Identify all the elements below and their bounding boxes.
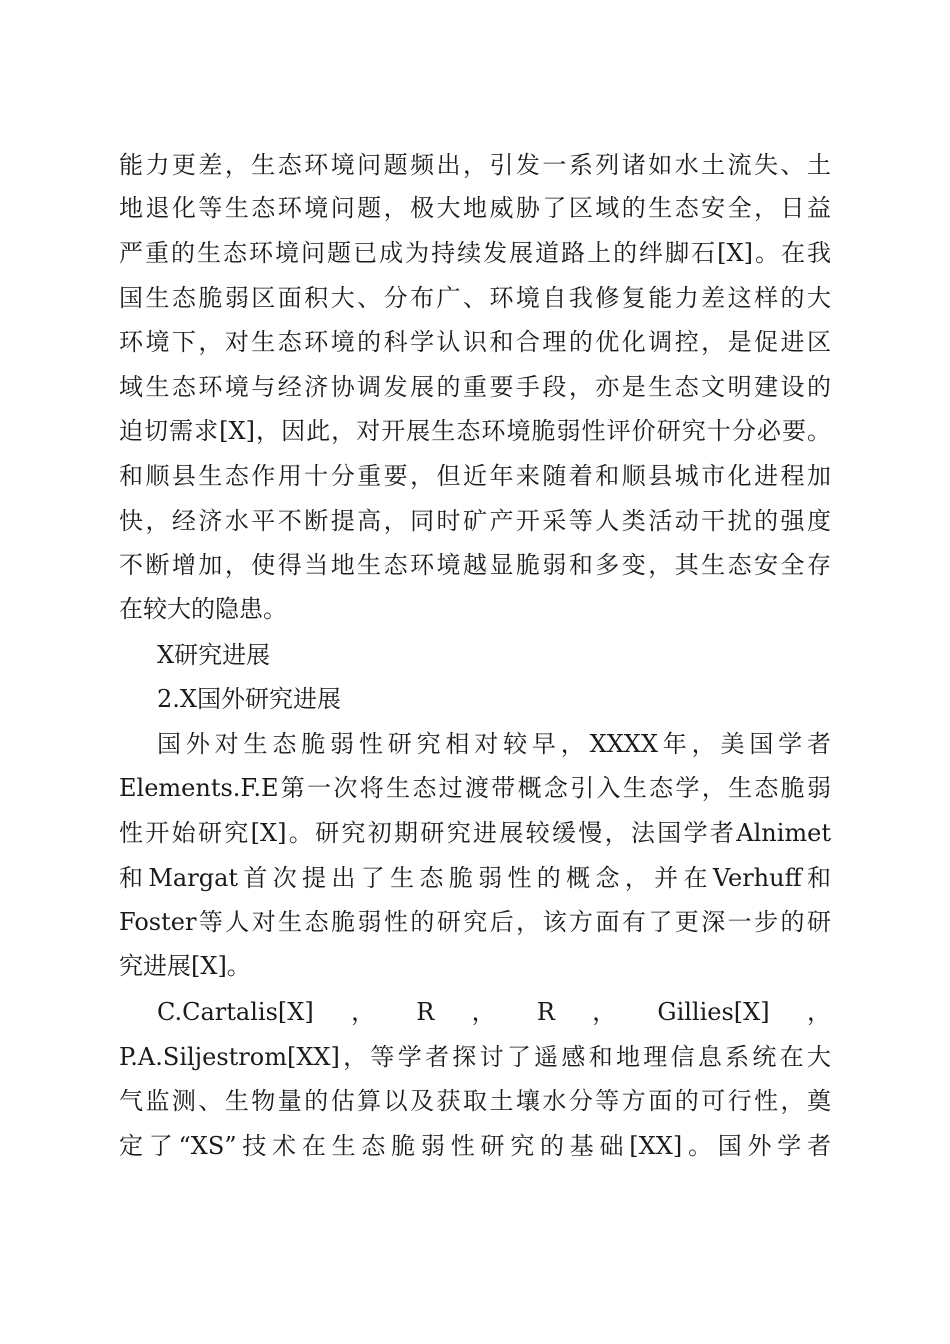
text-line: P.A.Siljestrom[XX]，等学者探讨了遥感和地理信息系统在大 bbox=[119, 1043, 831, 1071]
text-line: 和顺县生态作用十分重要，但近年来随着和顺县城市化进程加 bbox=[119, 462, 831, 490]
text-line: 定了“XS”技术在生态脆弱性研究的基础[XX]。国外学者 bbox=[119, 1132, 831, 1160]
text-line: 地退化等生态环境问题，极大地威胁了区域的生态安全，日益 bbox=[119, 194, 831, 222]
subsection-heading: 2.X国外研究进展 bbox=[157, 685, 341, 713]
text-line: 严重的生态环境问题已成为持续发展道路上的绊脚石[X]。在我 bbox=[119, 239, 831, 267]
text-line: 究进展[X]。 bbox=[119, 952, 251, 980]
text-line: 快，经济水平不断提高，同时矿产开采等人类活动干扰的强度 bbox=[119, 507, 831, 535]
text-line: 和Margat首次提出了生态脆弱性的概念，并在Verhuff和 bbox=[119, 864, 831, 892]
text-line: 不断增加，使得当地生态环境越显脆弱和多变，其生态安全存 bbox=[119, 551, 831, 579]
text-line: 在较大的隐患。 bbox=[119, 595, 287, 623]
text-line: 性开始研究[X]。研究初期研究进展较缓慢，法国学者Alnimet bbox=[119, 819, 831, 847]
text-line: C.Cartalis[X] ， R ， R ， Gillies[X] ， bbox=[157, 998, 831, 1026]
section-heading: X研究进展 bbox=[157, 641, 271, 669]
text-line: Foster等人对生态脆弱性的研究后，该方面有了更深一步的研 bbox=[119, 908, 831, 936]
text-line: 国生态脆弱区面积大、分布广、环境自我修复能力差这样的大 bbox=[119, 284, 831, 312]
text-line: 气监测、生物量的估算以及获取土壤水分等方面的可行性，奠 bbox=[119, 1087, 831, 1115]
text-line: 环境下，对生态环境的科学认识和合理的优化调控，是促进区 bbox=[119, 328, 831, 356]
text-line: 域生态环境与经济协调发展的重要手段，亦是生态文明建设的 bbox=[119, 373, 831, 401]
text-line: 迫切需求[X]，因此，对开展生态环境脆弱性评价研究十分必要。 bbox=[119, 417, 831, 445]
text-line: Elements.F.E第一次将生态过渡带概念引入生态学，生态脆弱 bbox=[119, 774, 831, 802]
text-line: 国外对生态脆弱性研究相对较早，XXXX年，美国学者 bbox=[157, 730, 831, 758]
text-line: 能力更差，生态环境问题频出，引发一系列诸如水土流失、土 bbox=[119, 151, 831, 179]
